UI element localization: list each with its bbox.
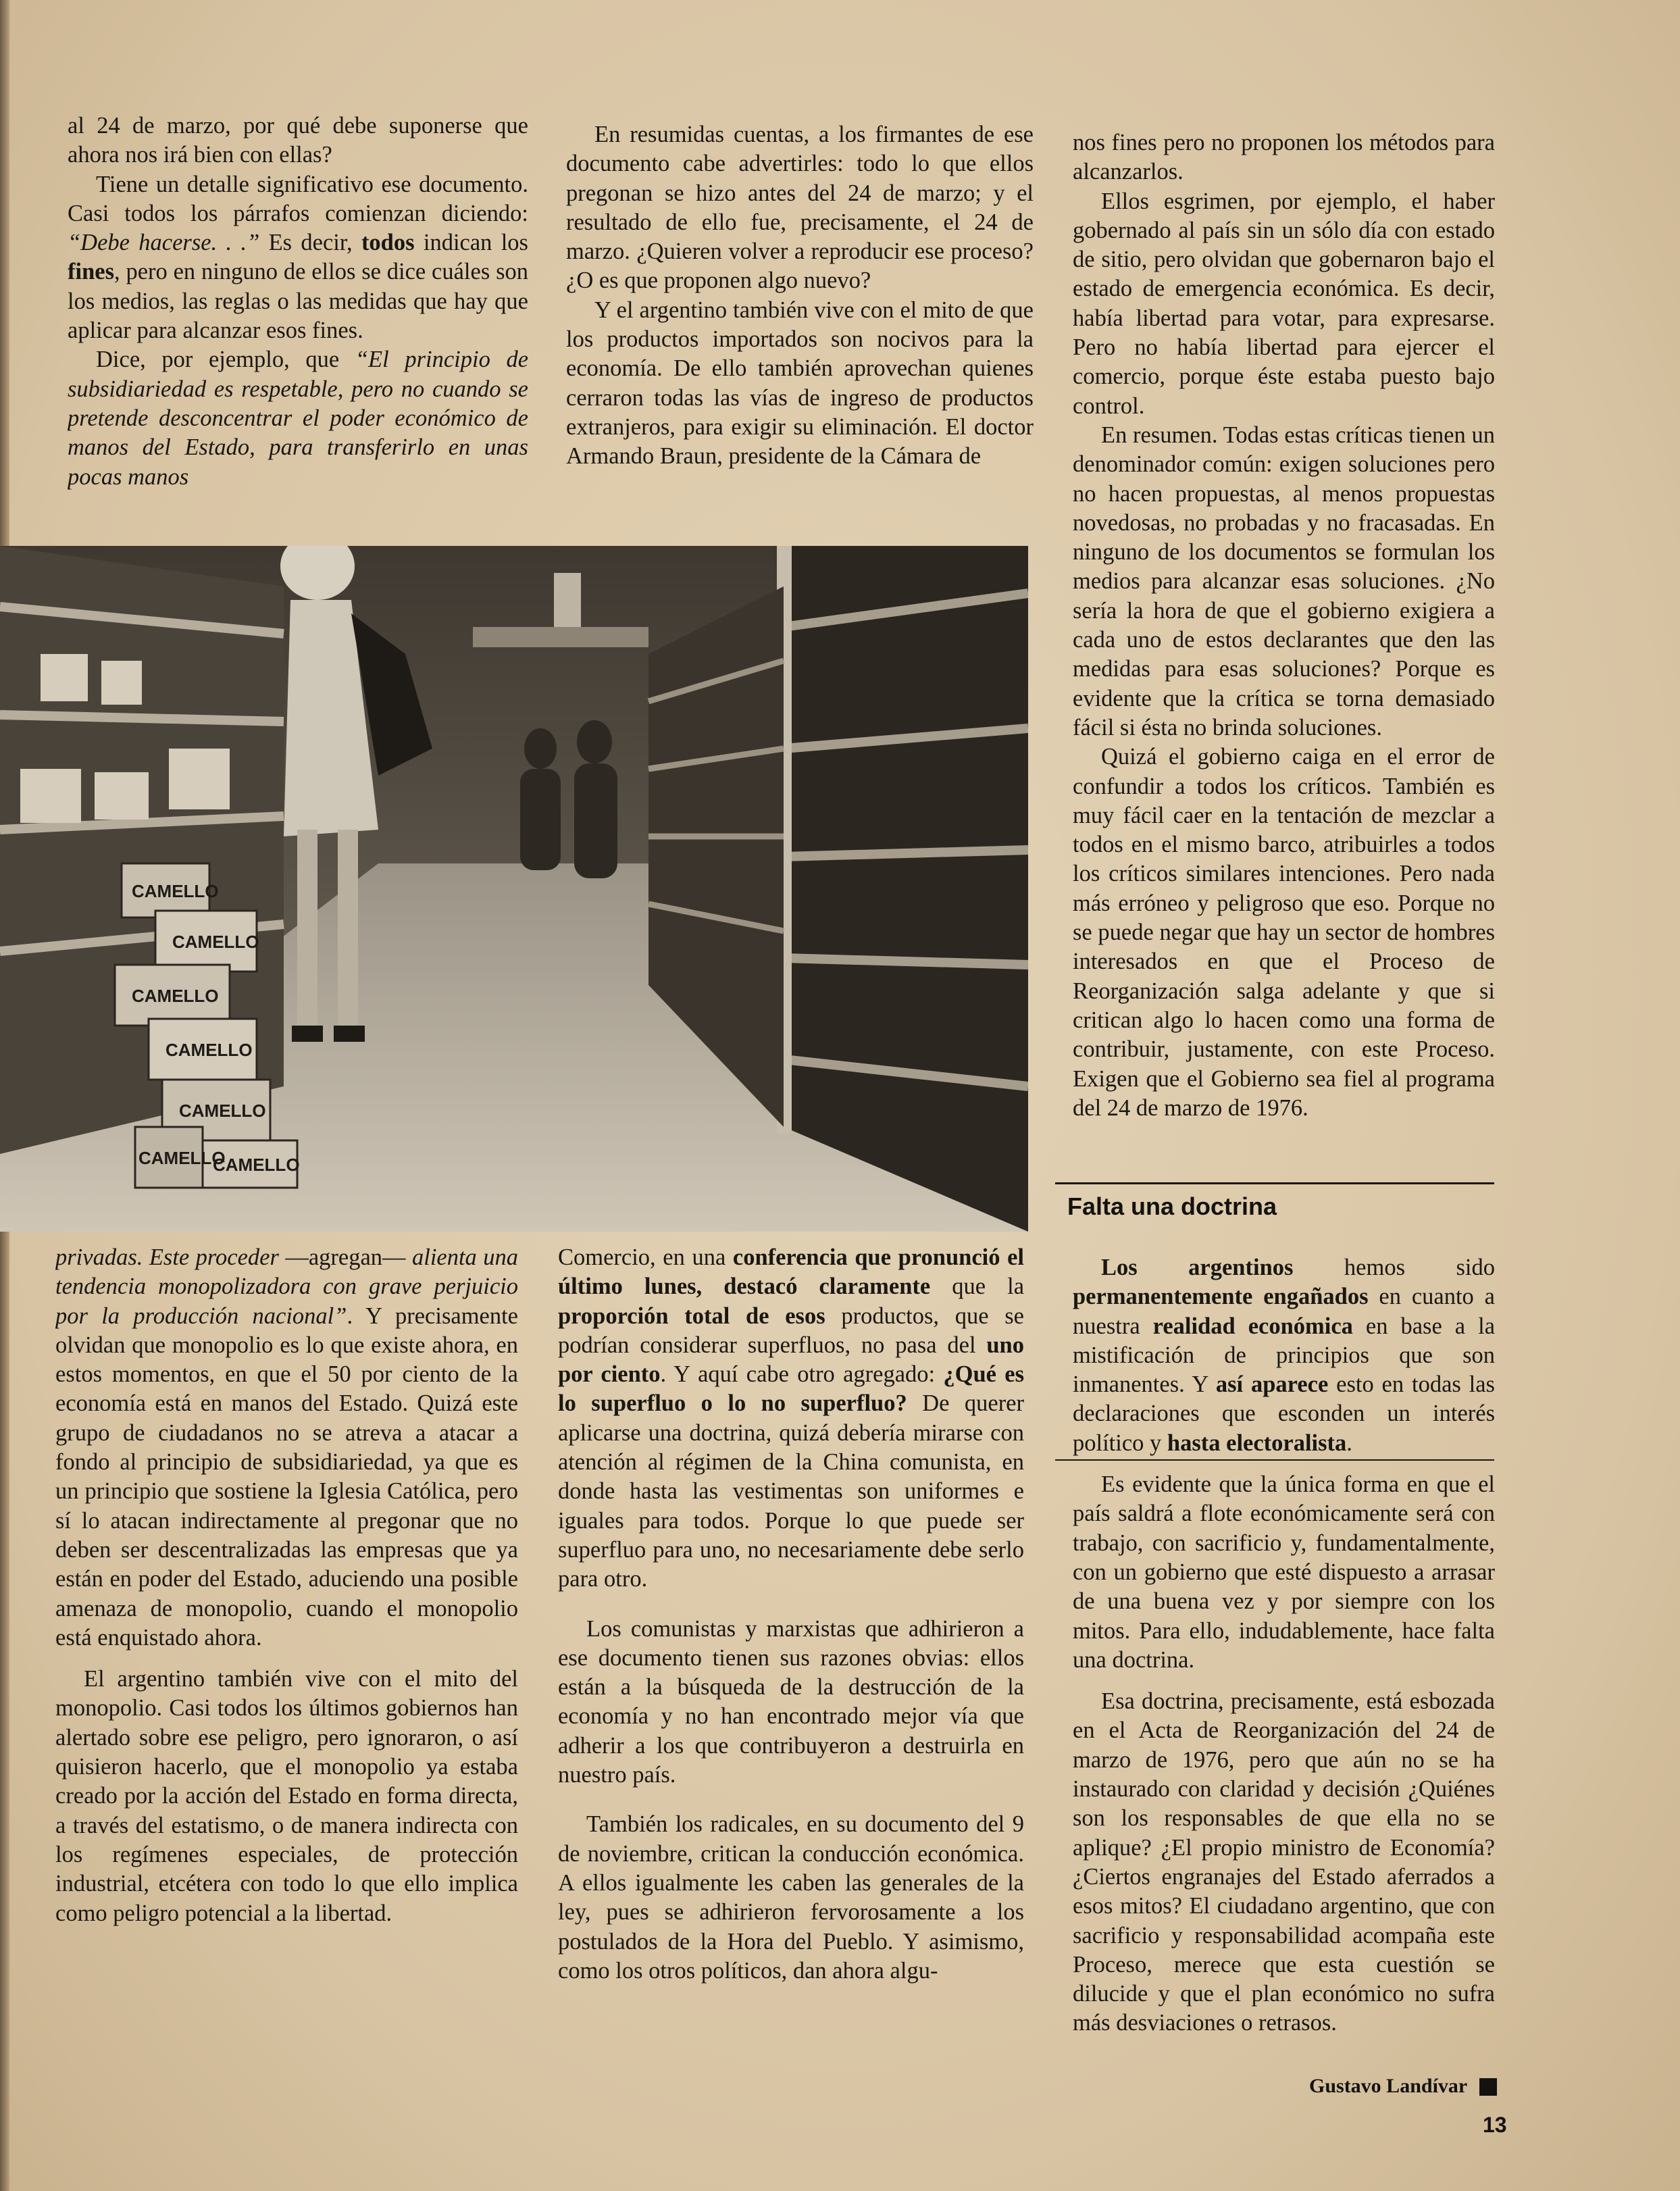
lower-left-column: privadas. Este proceder —agregan— alienta una tendencia monopolizadora con grave perjuicio por la producción nacional”. Y precisamente olvidan que monopolio es lo que existe ahora, en estos momentos, en que el 50 por ciento de la economía está en manos del Estado. Quizá este grupo de ciudadanos no se atreva a atacar a fondo al principio de subsidiariedad, ya que es un principio que sostiene la Iglesia Católica, pero sí lo atacan indirectamente al pregonar que no deben ser descentralizadas las empresas que ya están en poder del Estado, aduciendo una posible amenaza de monopolio, cuando el monopolio está enquistado ahora. El argentino también vive con el mito del monopolio. Casi todos los últimos gobiernos han alertado sobre ese peligro, pero ignoraron, o así quisieron hacerlo, que el monopolio ya estaba creado por la acción del Estado en forma directa, a través del estatismo, o de manera indirecta con los regímenes especiales, de protección industrial, etcétera con todo lo que ello implica como peligro potencial a la libertad. bbox=[55, 1244, 518, 1926]
author-byline: Gustavo Landívar bbox=[1309, 2075, 1468, 2097]
supermarket-aisle-photo-icon bbox=[0, 546, 1028, 1232]
right-column-upper: nos fines pero no proponen los métodos para alcanzarlos. Ellos esgrimen, por ejemplo, el haber gobernado al país sin un sólo día con estado de sitio, pero olvidan que gobernaron bajo el estado de emergencia económica. Es decir, había libertad para votar, para expresarse. Pero no había libertad para ejercer el comercio, porque éste estaba puesto bajo control. En resumen. Todas estas críticas tienen un denominador común: exigen soluciones pero no hacen propuestas, al menos propuestas novedosas, no probadas y no fracasadas. En ninguno de los documentos se formulan los medios para alcanzar esas soluciones. ¿No sería la hora de que el gobierno exigiera a cada uno de estos declarantes que den las medidas para esas soluciones? Porque es evidente que la crítica se torna demasiado fácil si ésta no brinda soluciones. Quizá el gobierno caiga en el error de confundir a todos los críticos. También es muy fácil caer en la tentación de mezclar a todos en el mismo barco, atribuirles a todos los críticos similares intenciones. Pero nada más erróneo y peligroso que eso. Porque no se puede negar que hay un sector de hombres interesados en que el Proceso de Reorganización salga adelante y que si critican algo lo hacen como una forma de contribuir, justamente, con este Proceso. Exigen que el Gobierno sea fiel al programa del 24 de marzo de 1976. bbox=[1073, 130, 1495, 1121]
lower-middle-column: Comercio, en una conferencia que pronunció el último lunes, destacó claramente que la proporción total de esos productos, que se podrían considerar superfluos, no pasa del uno por ciento. Y aquí cabe otro agregado: ¿Qué es lo superfluo o lo no superfluo? De querer aplicarse una doctrina, quizá debería mirarse con atención al régimen de la China comunista, en donde hasta las vestimentas son uniformes e iguales para todos. Porque lo que puede ser superfluo para uno, no necesariamente debe serlo para otro. Los comunistas y marxistas que adhirieron a ese documento tienen sus razones obvias: ellos están a la búsqueda de la destrucción de la economía y no han encontrado mejor vía que adherir a los que contribuyeron a destruirla en nuestro país. También los radicales, en su documento del 9 de noviembre, critican la conducción económica. A ellos igualmente les caben las generales de la ley, pues se adhirieron fervorosamente a los postulados de la Hora del Pueblo. Y asimismo, como los otros políticos, dan ahora algu- bbox=[558, 1244, 1024, 1984]
crate-label: CAMELLO bbox=[132, 986, 219, 1006]
crate-label: CAMELLO bbox=[172, 932, 259, 952]
page-number: 13 bbox=[1483, 2113, 1507, 2137]
section-heading: Falta una doctrina bbox=[1067, 1192, 1277, 1220]
upper-middle-column: En resumidas cuentas, a los firmantes de ese documento cabe advertirles: todo lo que ellos pregonan se hizo antes del 24 de marzo; y el resultado de ello fue, precisamente, el 24 de marzo. ¿Quieren volver a reproducir ese proceso? ¿O es que proponen algo nuevo? Y el argentino también vive con el mito de que los productos importados son nocivos para la economía. De ello también aprovechan quienes cerraron todas las vías de ingreso de productos extranjeros, para exigir su eliminación. El doctor Armando Braun, presidente de la Cámara de bbox=[566, 122, 1034, 470]
section-rule bbox=[1055, 1459, 1494, 1461]
crate-label: CAMELLO bbox=[179, 1101, 266, 1121]
end-mark-square bbox=[1479, 2078, 1497, 2096]
crate-label: CAMELLO bbox=[166, 1040, 253, 1060]
crate-label: CAMELLO bbox=[132, 881, 219, 901]
right-column-lower: Los argentinos hemos sido permanentemente engañados en cuanto a nuestra realidad económica en base a la mistificación de principios que son inmanentes. Y así aparece esto en todas las declaraciones que esconden un interés político y hasta electoralista. Es evidente que la única forma en que el país saldrá a flote económicamente será con trabajo, con sacrificio y, fundamentalmente, con un gobierno que esté dispuesto a arrasar de una buena vez y por siempre con los mitos. Para ello, indudablemente, hace falta una doctrina. Esa doctrina, precisamente, está esbozada en el Acta de Reorganización del 24 de marzo de 1976, pero que aún no se ha instaurado con claridad y decisión ¿Quiénes son los responsables de que ella no se aplique? ¿El propio ministro de Economía? ¿Ciertos engranajes del Estado aferrados a esos mitos? El ciudadano argentino, que con sacrificio y responsabilidad acompaña este Proceso, merece que esta cuestión se dilucide y que el plan económico no sufra más desviaciones o retrasos. bbox=[1073, 1255, 1495, 2036]
crate-label: CAMELLO bbox=[138, 1148, 226, 1168]
upper-left-column: al 24 de marzo, por qué debe suponerse que ahora nos irá bien con ellas? Tiene un detalle significativo ese documento. Casi todos los párrafos comienzan diciendo: “Debe hacerse. . .” Es decir, todos indican los fines, pero en ninguno de ellos se dice cuáles son los medios, las reglas o las medidas que hay que aplicar para alcanzar esos fines. Dice, por ejemplo, que “El principio de subsidiariedad es respetable, pero no cuando se pretende desconcentrar el poder económico de manos del Estado, para transferirlo en unas pocas manos bbox=[68, 113, 528, 490]
supermarket-photo bbox=[0, 546, 1028, 1232]
crate-label: CAMELLO bbox=[213, 1155, 300, 1175]
